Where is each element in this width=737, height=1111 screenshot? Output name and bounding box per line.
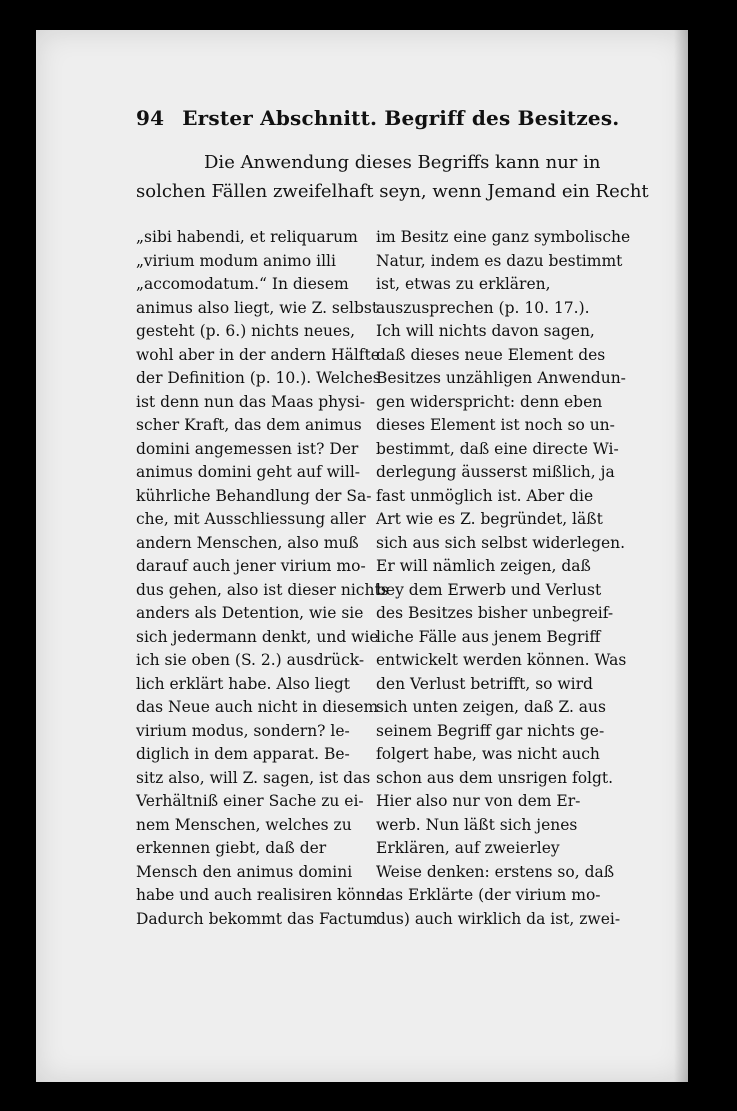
text-line: das Neue auch nicht in diesem [136,698,379,716]
text-line: den Verlust betrifft, so wird [376,674,593,693]
text-line: „accomodatum.“ In diesem [136,275,349,293]
text-line: anders als Detention, wie sie [136,604,364,622]
text-line: animus also liegt, wie Z. selbst [136,298,379,317]
text-line: andern Menschen, also muß [136,533,359,552]
intro-line: solchen Fällen zweifelhaft seyn, wenn Jemand ein Recht [136,181,649,202]
text-line: dus gehen, also ist dieser nichts [136,580,389,599]
text-line: Mensch den animus domini [136,862,353,881]
text-line: folgert habe, was nicht auch [376,745,600,763]
text-line: auszusprechen (p. 10. 17.). [376,298,590,317]
text-line: ist, etwas zu erklären, [376,275,551,293]
running-title: Erster Abschnitt. Begriff des Besitzes. [182,106,620,130]
intro-paragraph [136,148,649,206]
left-column [136,226,390,931]
page-number: 94 [136,106,165,130]
text-line: Art wie es Z. begründet, läßt [376,510,603,528]
text-line: Hier also nur von dem Er- [376,792,581,810]
text-line: wohl aber in der andern Hälfte [136,345,380,364]
text-line: Er will nämlich zeigen, daß [376,557,591,575]
text-line: nem Menschen, welches zu [136,815,352,834]
text-line: schon aus dem unsrigen folgt. [376,768,614,787]
text-line: domini angemessen ist? Der [136,439,359,458]
text-line: animus domini geht auf will- [136,463,361,481]
text-line: der Definition (p. 10.). Welches [136,369,381,387]
text-line: dus) auch wirklich da ist, zwei- [376,909,621,928]
text-line: entwickelt werden können. Was [376,651,627,669]
text-line: seinem Begriff gar nichts ge- [376,721,605,740]
text-line: dieses Element ist noch so un- [376,416,615,434]
text-line: Verhältniß einer Sache zu ei- [136,792,364,810]
text-line: sitz also, will Z. sagen, ist das [136,768,371,787]
text-line: darauf auch jener virium mo- [136,557,366,575]
text-line: „sibi habendi, et reliquarum [136,228,358,246]
text-line: des Besitzes bisher unbegreif- [376,604,614,622]
text-line: Dadurch bekommt das Factum [136,909,378,928]
text-line: ist denn nun das Maas physi- [136,392,366,411]
text-line: ich sie oben (S. 2.) ausdrück- [136,651,365,669]
text-line: habe und auch realisiren könne. [136,886,390,904]
text-line: lich erklärt habe. Also liegt [136,674,351,693]
text-line: diglich in dem apparat. Be- [136,745,350,763]
text-line: sich aus sich selbst widerlegen. [376,533,626,552]
text-line: bey dem Erwerb und Verlust [376,580,602,599]
text-line: liche Fälle aus jenem Begriff [376,627,601,646]
text-line: gesteht (p. 6.) nichts neues, [136,322,356,340]
running-head [136,106,620,130]
text-line: gen widerspricht: denn eben [376,392,603,411]
text-line: che, mit Ausschliessung aller [136,510,366,528]
text-line: sich jedermann denkt, und wie [136,627,379,646]
text-line: das Erklärte (der virium mo- [376,886,601,904]
intro-line: Die Anwendung dieses Begriffs kann nur in [204,152,601,173]
text-line: daß dieses neue Element des [376,345,606,364]
text-line: bestimmt, daß eine directe Wi- [376,439,619,458]
text-line: „virium modum animo illi [136,251,336,270]
text-line: werb. Nun läßt sich jenes [376,815,578,834]
right-column [376,226,631,931]
text-line: virium modus, sondern? le- [136,721,350,740]
text-line: sich unten zeigen, daß Z. aus [376,698,606,716]
text-line: im Besitz eine ganz symbolische [376,228,631,246]
text-line: Besitzes unzähligen Anwendun- [376,369,626,387]
text-line: Weise denken: erstens so, daß [376,862,615,881]
text-line: Ich will nichts davon sagen, [376,322,595,340]
text-line: fast unmöglich ist. Aber die [376,486,594,505]
text-line: erkennen giebt, daß der [136,839,327,857]
text-line: kührliche Behandlung der Sa- [136,486,372,505]
text-line: Erklären, auf zweierley [376,839,560,857]
text-line: scher Kraft, das dem animus [136,416,362,434]
text-line: derlegung äusserst mißlich, ja [376,463,615,481]
text-line: Natur, indem es dazu bestimmt [376,251,623,270]
